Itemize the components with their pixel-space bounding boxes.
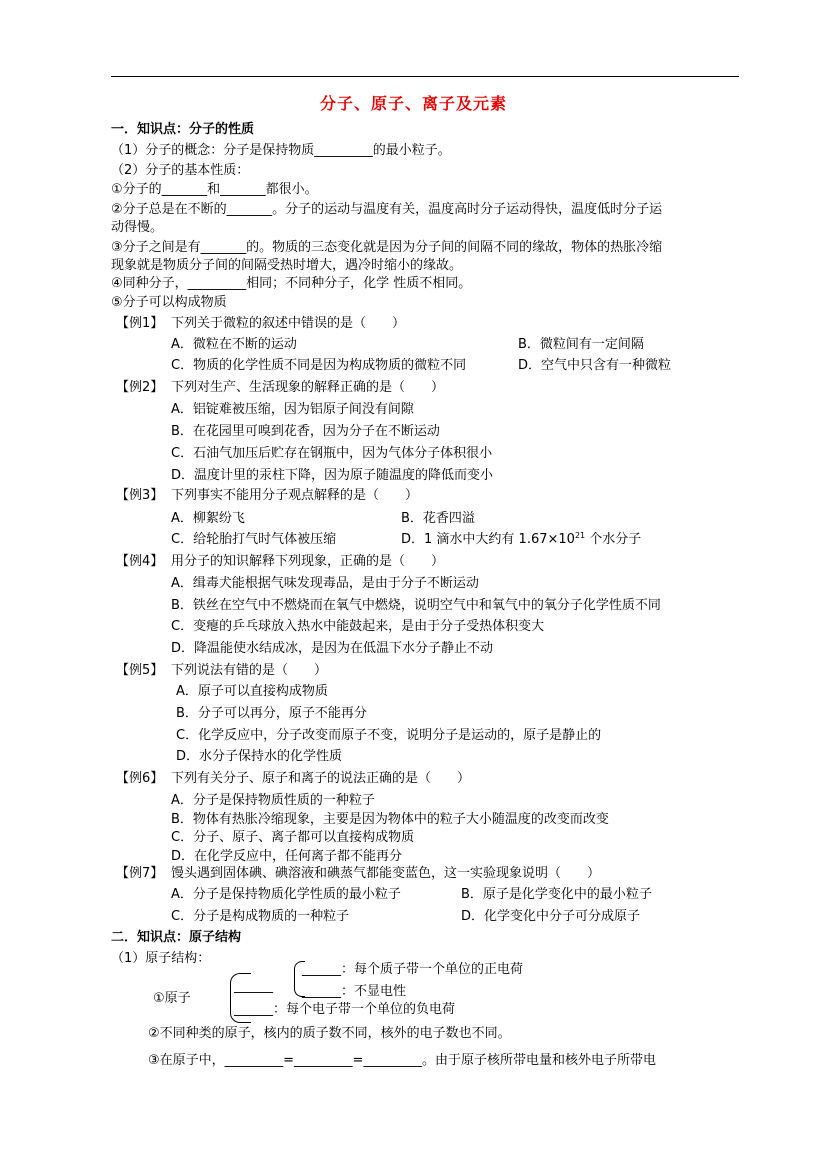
s1-paragraph-6: ④同种分子，_________相同；不同种分子，化学 性质不相同。 [111,276,472,291]
header-rule [111,76,739,77]
example-4-question: 用分子的知识解释下列现象，正确的是（ ） [171,554,445,569]
example-6-option-d: D．在化学反应中，任何离子都不能再分 [171,849,403,864]
example-1-option-c: C．物质的化学性质不同是因为构成物质的微粒不同 [171,358,467,373]
example-5-question: 下列说法有错的是（ ） [171,663,328,678]
option-d-suffix: 个水分子 [585,532,642,547]
example-5-option-d: D．水分子保持水的化学性质 [176,749,343,764]
neutron-line: ______：不显电性 [302,984,407,999]
example-7-question: 馒头遇到固体碘、碘溶液和碘蒸气都能变蓝色，这一实验现象说明（ ） [171,866,601,881]
proton-line: ______：每个质子带一个单位的正电荷 [302,962,524,977]
page-title: 分子、原子、离子及元素 [319,94,507,113]
example-2-option-c: C．石油气加压后贮存在钢瓶中，因为气体分子体积很小 [171,446,493,461]
example-4-option-a: A．缉毒犬能根据气味发现毒品，是由于分子不断运动 [171,576,479,591]
example-3-option-b: B．花香四溢 [401,511,475,526]
example-1-option-d: D．空气中只含有一种微粒 [518,358,672,373]
example-5-option-b: B．分子可以再分，原子不能再分 [176,706,367,721]
example-4-option-c: C．变瘪的乒乓球放入热水中能鼓起来，是由于分子受热体积变大 [171,619,545,634]
example-2-question: 下列对生产、生活现象的解释正确的是（ ） [171,380,445,395]
s1-paragraph-7: ⑤分子可以构成物质 [111,295,227,310]
example-5-tag: 【例5】 [116,663,164,678]
example-6-question: 下列有关分子、原子和离子的说法正确的是（ ） [171,771,471,786]
example-6-option-b: B．物体有热胀冷缩现象，主要是因为物体中的粒子大小随温度的改变而改变 [171,812,609,827]
example-6-option-c: C．分子、原子、离子都可以直接构成物质 [171,830,415,845]
s1-paragraph-2: （2）分子的基本性质： [111,163,250,178]
example-4-option-b: B．铁丝在空气中不燃烧而在氧气中燃烧，说明空气中和氧气中的氧分子化学性质不同 [171,598,661,613]
example-5-option-a: A．原子可以直接构成物质 [176,684,328,699]
s2-paragraph-2: ②不同种类的原子，核内的质子数不同，核外的电子数也不同。 [148,1026,511,1041]
example-2-option-b: B．在花园里可嗅到花香，因为分子在不断运动 [171,424,440,439]
s1-paragraph-1: （1）分子的概念：分子是保持物质_________的最小粒子。 [111,143,451,158]
electron-line: ______：每个电子带一个单位的负电荷 [234,1002,456,1017]
example-7-option-a: A．分子是保持物质化学性质的最小粒子 [171,887,401,902]
s1-paragraph-5a: ③分子之间是有_______的。物质的三态变化就是因为分子间的间隔不同的缘故，物体的热胀冷缩 [111,240,663,255]
example-3-question: 下列事实不能用分子观点解释的是（ ） [171,488,419,503]
example-6-tag: 【例6】 [116,771,164,786]
option-d-text: D．1 滴水中大约有 1.67×10 [401,532,575,547]
nucleus-blank: ______ [234,979,273,994]
example-7-option-b: B．原子是化学变化中的最小粒子 [461,887,652,902]
example-1-option-b: B．微粒间有一定间隔 [518,337,644,352]
example-1-tag: 【例1】 [116,316,164,331]
example-3-option-a: A．柳絮纷飞 [171,511,245,526]
atom-label: ①原子 [153,991,191,1006]
example-4-option-d: D．降温能使水结成冰，是因为在低温下水分子静止不动 [171,641,494,656]
example-3-tag: 【例3】 [116,488,164,503]
example-1-option-a: A．微粒在不断的运动 [171,337,297,352]
example-1-question: 下列关于微粒的叙述中错误的是（ ） [171,316,406,331]
section-1-heading: 一．知识点：分子的性质 [111,122,255,137]
example-6-option-a: A．分子是保持物质性质的一种粒子 [171,793,375,808]
example-5-option-c: C．化学反应中，分子改变而原子不变，说明分子是运动的，原子是静止的 [176,728,602,743]
s2-paragraph-1: （1）原子结构： [111,951,211,966]
example-3-option-c: C．给轮胎打气时气体被压缩 [171,532,337,547]
example-3-option-d [401,532,641,548]
s2-paragraph-3: ③在原子中，_________=_________=_________。由于原子核所带电量和核外电子所带电 [148,1053,656,1068]
s1-paragraph-4b: 动得慢。 [111,220,164,235]
example-2-option-a: A．铝锭难被压缩，因为铝原子间没有间隙 [171,402,414,417]
example-7-option-c: C．分子是构成物质的一种粒子 [171,909,350,924]
s1-paragraph-4a: ②分子总是在不断的_______。分子的运动与温度有关，温度高时分子运动得快，温度低时分子运 [111,202,663,217]
s1-paragraph-3: ①分子的_______和_______都很小。 [111,182,318,197]
example-2-option-d: D．温度计里的汞柱下降，因为原子随温度的降低而变小 [171,468,494,483]
example-7-option-d: D．化学变化中分子可分成原子 [461,909,641,924]
example-7-tag: 【例7】 [116,866,164,881]
example-2-tag: 【例2】 [116,380,164,395]
section-2-heading: 二．知识点：原子结构 [111,930,242,945]
s1-paragraph-5b: 现象就是物质分子间的间隔受热时增大，遇冷时缩小的缘故。 [111,258,463,273]
exponent: 21 [574,531,586,540]
example-4-tag: 【例4】 [116,554,164,569]
